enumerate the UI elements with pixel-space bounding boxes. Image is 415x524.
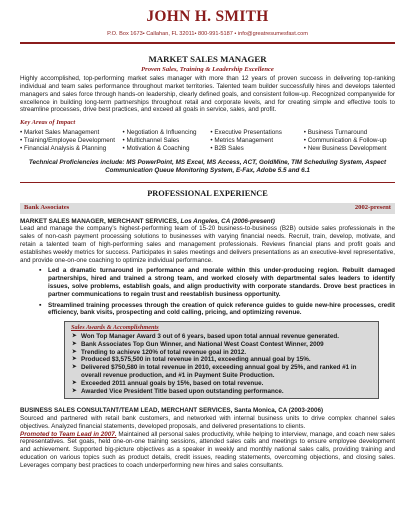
headline-title: MARKET SALES MANAGER	[148, 54, 267, 65]
award-item: ➤ Won Top Manager Award 3 out of 6 years, based upon total annual revenue generated.	[81, 333, 372, 341]
key-areas-label: Key Areas of Impact	[20, 119, 76, 127]
award-item: ➤ Delivered $750,580 in total revenue in 2010, exceeding annual goal by 25%, and ranked #1 in	[81, 364, 372, 372]
candidate-name: JOHN H. SMITH	[146, 8, 269, 25]
achievement-item: ▪ Streamlined training processes through the creation of quick reference guides to guide new-hire processes, credit efficiency, bank visits, prospecting and cold calling, pricing, and optimizing revenue.	[48, 302, 395, 318]
technical-proficiencies	[20, 159, 395, 175]
skill-item: • Market Sales Management	[20, 129, 100, 137]
skill-item: • B2B Sales	[210, 144, 244, 152]
role-location: Los Angeles, CA (2006-present)	[180, 217, 275, 225]
skill-item: • Metrics Management	[210, 137, 274, 145]
award-item: ➤ Bank Associates Top Gun Winner, and National West Coast Contest Winner, 2009	[81, 341, 372, 349]
section-divider	[20, 182, 395, 183]
role2-promotion	[20, 431, 395, 470]
award-item: ➤ Exceeded 2011 annual goals by 15%, based on total revenue.	[81, 380, 372, 388]
award-item: ➤ Trending to achieve 120% of total revenue goal in 2012.	[81, 349, 372, 357]
skill-item: • Multichannel Sales	[122, 137, 180, 145]
achievement-item: ▪ Led a dramatic turnaround in performance and morale within this under-producing region. Rebuilt damaged partnerships, hired and trained a strong team, and worked closely with departmental sales leaders to identify issues, solve problems, establish goals, and align productivity with corporate standards. Drove best practices in partner communications to regain trust and reestablish business opportunity.	[48, 267, 395, 298]
awards-title: Sales Awards & Accomplishments	[71, 324, 159, 332]
promotion-label: Promoted to Team Lead in 2007.	[20, 430, 117, 438]
role2-description: Sourced and partnered with retail bank customers, and networked with internal business units to drive complex channel sales objectives. Analyzed financial statements, developed proposals, and delivered presentations to clients.	[20, 415, 395, 430]
award-item: ➤ Produced $3,575,500 in total revenue in 2011, exceeding annual goal by 15%.	[81, 356, 372, 364]
skill-item: • New Business Development	[303, 144, 387, 152]
skill-item: • Executive Presentations	[210, 129, 282, 137]
awards-list	[81, 333, 372, 395]
promotion-text: Maintained all personal sales productivity, while helping to interview, manage, and coach new sales representatives. Set goals, held one-on-one training sessions, attended sales calls and meetings to ensure employee development and achievement. Supported big-picture objectives as a speaker in weekly and monthly national sales calls, providing training and education on various topics such as product details, credit issues, reading statements, overcoming objections, and closing sales. Leverages company best practices to coach underperforming new hires and sales consultants.	[20, 430, 395, 469]
skill-item: • Motivation & Coaching	[122, 144, 190, 152]
tech-line: Technical Proficiencies include: MS PowerPoint, MS Excel, MS Access, ACT, GoldMine, TIM Scheduling System, Aspect	[28, 158, 387, 166]
achievement-list	[38, 267, 395, 317]
tech-line: Communication Queue Monitoring System, E-Fax, Adobe 5.5 and 6.1	[105, 166, 310, 174]
role-title: MARKET SALES MANAGER, MERCHANT SERVICES,	[20, 217, 179, 225]
employer-bar	[20, 203, 395, 213]
experience-heading: PROFESSIONAL EXPERIENCE	[147, 189, 268, 199]
skill-item: • Financial Analysis & Planning	[20, 144, 107, 152]
skill-item: • Business Turnaround	[303, 129, 368, 137]
role-description: Lead and manage the company’s highest-performing team of 15-20 business-to-business (B2B) outside sales professionals in the sales of non-cash payment processing solutions to businesses with varying financial needs. Recruit, train, develop, motivate, and retain a talented team of high-performing sales and management professionals. Reviews financial plans and profit goals and establishes weekly metrics for success. Participates in sales meetings and delivers presentations as an executive-level representative, and provide one-on-one coaching to optimize individual performance.	[20, 225, 395, 264]
skill-item: • Communication & Follow-up	[303, 137, 387, 145]
awards-box	[64, 321, 379, 399]
role-heading	[20, 218, 395, 226]
role2-heading: BUSINESS SALES CONSULTANT/TEAM LEAD, MERCHANT SERVICES, Santa Monica, CA (2003-2006)	[20, 407, 324, 415]
employer-dates: 2002-present	[354, 204, 391, 212]
skill-item: • Negotiation & Influencing	[122, 129, 197, 137]
award-item: ➤ Awarded Vice President Title based upon outstanding performance.	[81, 388, 372, 396]
summary-paragraph: Highly accomplished, top-performing market sales manager with more than 12 years of proven success in delivering top-ranking individual and team sales performance throughout market territories. Talented team builder successfully hires and develops talented managers and sales force through hands-on leadership, clearly defined goals, and consistent follow-up. Recognized companywide for excellence in building long-term partnerships throughout retail and corporate levels, and for creating simple and effective tools to streamline processes, drive best practices, and exceed all goals in service, sales, and profit.	[20, 75, 395, 114]
employer-name: Bank Associates	[24, 204, 70, 212]
award-item: overall revenue production, and #1 in Payment Suite Production.	[81, 371, 275, 379]
headline-subtitle: Proven Sales, Training & Leadership Excellence	[141, 66, 274, 74]
skill-item: • Training/Employee Development	[20, 137, 115, 145]
contact-line: P.O. Box 1673• Callahan, FL 32011• 800-991-5187 • info@greatresumesfast.com	[20, 31, 395, 44]
skills-grid	[20, 129, 395, 152]
